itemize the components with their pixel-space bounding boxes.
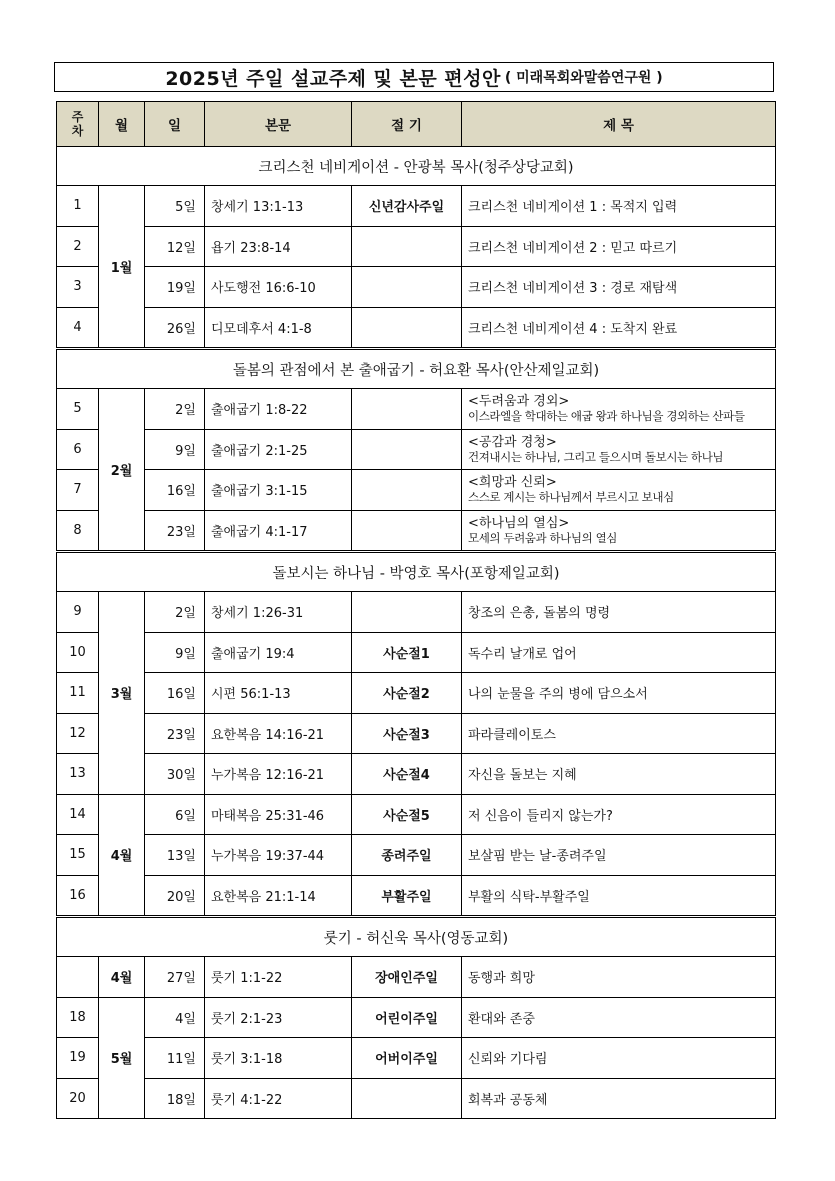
week-number: 8 bbox=[57, 510, 99, 552]
day-cell: 23일 bbox=[145, 510, 205, 552]
scripture-text: 마태복음 25:31-46 bbox=[205, 794, 352, 835]
sermon-description: 모세의 두려움과 하나님의 열심 bbox=[468, 530, 617, 545]
scripture-text: 디모데후서 4:1-8 bbox=[205, 307, 352, 349]
scripture-text: 룻기 4:1-22 bbox=[205, 1078, 352, 1119]
scripture-text: 룻기 3:1-18 bbox=[205, 1038, 352, 1079]
col-text-header: 본문 bbox=[205, 102, 352, 147]
day-cell: 2일 bbox=[145, 389, 205, 430]
week-number: 13 bbox=[57, 754, 99, 795]
sermon-title: <두려움과 경외> bbox=[468, 394, 570, 410]
col-title-header: 제 목 bbox=[462, 102, 776, 147]
week-number: 7 bbox=[57, 470, 99, 511]
day-cell: 30일 bbox=[145, 754, 205, 795]
day-cell: 23일 bbox=[145, 713, 205, 754]
sermon-title-cell bbox=[462, 470, 776, 511]
month-cell: 3월 bbox=[99, 592, 145, 795]
week-number: 15 bbox=[57, 835, 99, 876]
col-month-header: 월 bbox=[99, 102, 145, 147]
liturgical-season bbox=[352, 429, 462, 470]
day-cell: 5일 bbox=[145, 186, 205, 227]
day-cell: 11일 bbox=[145, 1038, 205, 1079]
liturgical-season bbox=[352, 226, 462, 267]
col-day-header: 일 bbox=[145, 102, 205, 147]
scripture-text: 룻기 2:1-23 bbox=[205, 997, 352, 1038]
liturgical-season bbox=[352, 267, 462, 308]
week-number: 14 bbox=[57, 794, 99, 835]
liturgical-season: 신년감사주일 bbox=[352, 186, 462, 227]
section-heading: 크리스천 네비게이션 - 안광복 목사(청주상당교회) bbox=[57, 147, 776, 186]
month-cell: 2월 bbox=[99, 389, 145, 552]
schedule-row bbox=[57, 997, 776, 1038]
day-cell: 2일 bbox=[145, 592, 205, 633]
sermon-description: 이스라엘을 학대하는 애굽 왕과 하나님을 경외하는 산파들 bbox=[468, 409, 745, 424]
sermon-title-cell bbox=[462, 510, 776, 552]
schedule-row bbox=[57, 1078, 776, 1119]
section-heading: 돌봄의 관점에서 본 출애굽기 - 허요환 목사(안산제일교회) bbox=[57, 349, 776, 389]
schedule-row bbox=[57, 1038, 776, 1079]
scripture-text: 사도행전 16:6-10 bbox=[205, 267, 352, 308]
liturgical-season bbox=[352, 470, 462, 511]
liturgical-season: 사순절5 bbox=[352, 794, 462, 835]
liturgical-season: 부활주일 bbox=[352, 875, 462, 917]
schedule-row bbox=[57, 429, 776, 470]
month-cell: 4월 bbox=[99, 794, 145, 917]
sermon-title: 파라클레이토스 bbox=[462, 713, 776, 754]
schedule-row bbox=[57, 307, 776, 349]
sermon-title-cell bbox=[462, 389, 776, 430]
month-cell: 5월 bbox=[99, 997, 145, 1119]
header-row bbox=[57, 102, 776, 147]
schedule-row bbox=[57, 957, 776, 998]
week-number: 20 bbox=[57, 1078, 99, 1119]
sermon-title: 독수리 날개로 업어 bbox=[462, 632, 776, 673]
scripture-text: 창세기 13:1-13 bbox=[205, 186, 352, 227]
liturgical-season bbox=[352, 510, 462, 552]
sermon-title: 환대와 존중 bbox=[462, 997, 776, 1038]
scripture-text: 시편 56:1-13 bbox=[205, 673, 352, 714]
week-number: 1 bbox=[57, 186, 99, 227]
scripture-text: 누가복음 12:16-21 bbox=[205, 754, 352, 795]
document-subtitle: ( 미래목회와말씀연구원 ) bbox=[504, 70, 663, 86]
schedule-row bbox=[57, 389, 776, 430]
day-cell: 16일 bbox=[145, 470, 205, 511]
schedule-row bbox=[57, 794, 776, 835]
sermon-schedule-table bbox=[56, 101, 776, 1119]
schedule-row bbox=[57, 835, 776, 876]
sermon-title: 자신을 돌보는 지혜 bbox=[462, 754, 776, 795]
schedule-row bbox=[57, 875, 776, 917]
section-heading-row bbox=[57, 349, 776, 389]
day-cell: 18일 bbox=[145, 1078, 205, 1119]
sermon-title: 크리스천 네비게이션 3 : 경로 재탐색 bbox=[462, 267, 776, 308]
scripture-text: 출애굽기 4:1-17 bbox=[205, 510, 352, 552]
schedule-row bbox=[57, 470, 776, 511]
schedule-row bbox=[57, 267, 776, 308]
section-heading-row bbox=[57, 552, 776, 592]
col-week-line2: 차 bbox=[71, 124, 84, 138]
sermon-title: 저 신음이 들리지 않는가? bbox=[462, 794, 776, 835]
liturgical-season: 사순절4 bbox=[352, 754, 462, 795]
schedule-row bbox=[57, 754, 776, 795]
sermon-title-cell bbox=[462, 429, 776, 470]
scripture-text: 룻기 1:1-22 bbox=[205, 957, 352, 998]
document-title-box bbox=[54, 62, 774, 92]
week-number: 9 bbox=[57, 592, 99, 633]
sermon-title: 나의 눈물을 주의 병에 담으소서 bbox=[462, 673, 776, 714]
month-cell: 4월 bbox=[99, 957, 145, 998]
week-number: 4 bbox=[57, 307, 99, 349]
col-season-header: 절 기 bbox=[352, 102, 462, 147]
sermon-title: 창조의 은총, 돌봄의 명령 bbox=[462, 592, 776, 633]
liturgical-season: 사순절3 bbox=[352, 713, 462, 754]
week-number bbox=[57, 957, 99, 998]
day-cell: 12일 bbox=[145, 226, 205, 267]
day-cell: 9일 bbox=[145, 429, 205, 470]
scripture-text: 요한복음 14:16-21 bbox=[205, 713, 352, 754]
schedule-row bbox=[57, 510, 776, 552]
scripture-text: 출애굽기 1:8-22 bbox=[205, 389, 352, 430]
sermon-title: 크리스천 네비게이션 1 : 목적지 입력 bbox=[462, 186, 776, 227]
document-title: 2025년 주일 설교주제 및 본문 편성안 bbox=[165, 67, 501, 90]
scripture-text: 출애굽기 2:1-25 bbox=[205, 429, 352, 470]
section-heading: 돌보시는 하나님 - 박영호 목사(포항제일교회) bbox=[57, 552, 776, 592]
sermon-title: 동행과 희망 bbox=[462, 957, 776, 998]
week-number: 19 bbox=[57, 1038, 99, 1079]
schedule-row bbox=[57, 186, 776, 227]
week-number: 16 bbox=[57, 875, 99, 917]
sermon-title: 크리스천 네비게이션 4 : 도착지 완료 bbox=[462, 307, 776, 349]
schedule-row bbox=[57, 592, 776, 633]
col-week-header bbox=[57, 102, 99, 147]
schedule-row bbox=[57, 673, 776, 714]
week-number: 11 bbox=[57, 673, 99, 714]
scripture-text: 출애굽기 3:1-15 bbox=[205, 470, 352, 511]
week-number: 18 bbox=[57, 997, 99, 1038]
week-number: 2 bbox=[57, 226, 99, 267]
day-cell: 6일 bbox=[145, 794, 205, 835]
sermon-title: 신뢰와 기다림 bbox=[462, 1038, 776, 1079]
liturgical-season bbox=[352, 1078, 462, 1119]
liturgical-season: 장애인주일 bbox=[352, 957, 462, 998]
sermon-description: 스스로 계시는 하나님께서 부르시고 보내심 bbox=[468, 490, 674, 505]
sermon-title: 부활의 식탁-부활주일 bbox=[462, 875, 776, 917]
sermon-title: 크리스천 네비게이션 2 : 믿고 따르기 bbox=[462, 226, 776, 267]
liturgical-season: 사순절1 bbox=[352, 632, 462, 673]
week-number: 5 bbox=[57, 389, 99, 430]
week-number: 12 bbox=[57, 713, 99, 754]
day-cell: 13일 bbox=[145, 835, 205, 876]
scripture-text: 창세기 1:26-31 bbox=[205, 592, 352, 633]
scripture-text: 욥기 23:8-14 bbox=[205, 226, 352, 267]
week-number: 10 bbox=[57, 632, 99, 673]
section-heading: 룻기 - 허신욱 목사(영동교회) bbox=[57, 917, 776, 957]
day-cell: 9일 bbox=[145, 632, 205, 673]
liturgical-season bbox=[352, 592, 462, 633]
section-heading-row bbox=[57, 917, 776, 957]
liturgical-season: 종려주일 bbox=[352, 835, 462, 876]
liturgical-season: 어린이주일 bbox=[352, 997, 462, 1038]
day-cell: 16일 bbox=[145, 673, 205, 714]
liturgical-season: 어버이주일 bbox=[352, 1038, 462, 1079]
schedule-row bbox=[57, 713, 776, 754]
scripture-text: 출애굽기 19:4 bbox=[205, 632, 352, 673]
day-cell: 20일 bbox=[145, 875, 205, 917]
sermon-title: <희망과 신뢰> bbox=[468, 475, 557, 491]
day-cell: 4일 bbox=[145, 997, 205, 1038]
schedule-row bbox=[57, 226, 776, 267]
col-week-line1: 주 bbox=[71, 110, 84, 124]
schedule-body bbox=[57, 147, 776, 1119]
sermon-title: 회복과 공동체 bbox=[462, 1078, 776, 1119]
sermon-description: 건져내시는 하나님, 그리고 들으시며 돌보시는 하나님 bbox=[468, 449, 724, 464]
sermon-title: 보살핌 받는 날-종려주일 bbox=[462, 835, 776, 876]
scripture-text: 누가복음 19:37-44 bbox=[205, 835, 352, 876]
week-number: 3 bbox=[57, 267, 99, 308]
week-number: 6 bbox=[57, 429, 99, 470]
liturgical-season: 사순절2 bbox=[352, 673, 462, 714]
scripture-text: 요한복음 21:1-14 bbox=[205, 875, 352, 917]
sermon-title: <하나님의 열심> bbox=[468, 515, 570, 531]
liturgical-season bbox=[352, 307, 462, 349]
day-cell: 19일 bbox=[145, 267, 205, 308]
day-cell: 27일 bbox=[145, 957, 205, 998]
section-heading-row bbox=[57, 147, 776, 186]
liturgical-season bbox=[352, 389, 462, 430]
schedule-row bbox=[57, 632, 776, 673]
day-cell: 26일 bbox=[145, 307, 205, 349]
month-cell: 1월 bbox=[99, 186, 145, 349]
sermon-title: <공감과 경청> bbox=[468, 434, 557, 450]
